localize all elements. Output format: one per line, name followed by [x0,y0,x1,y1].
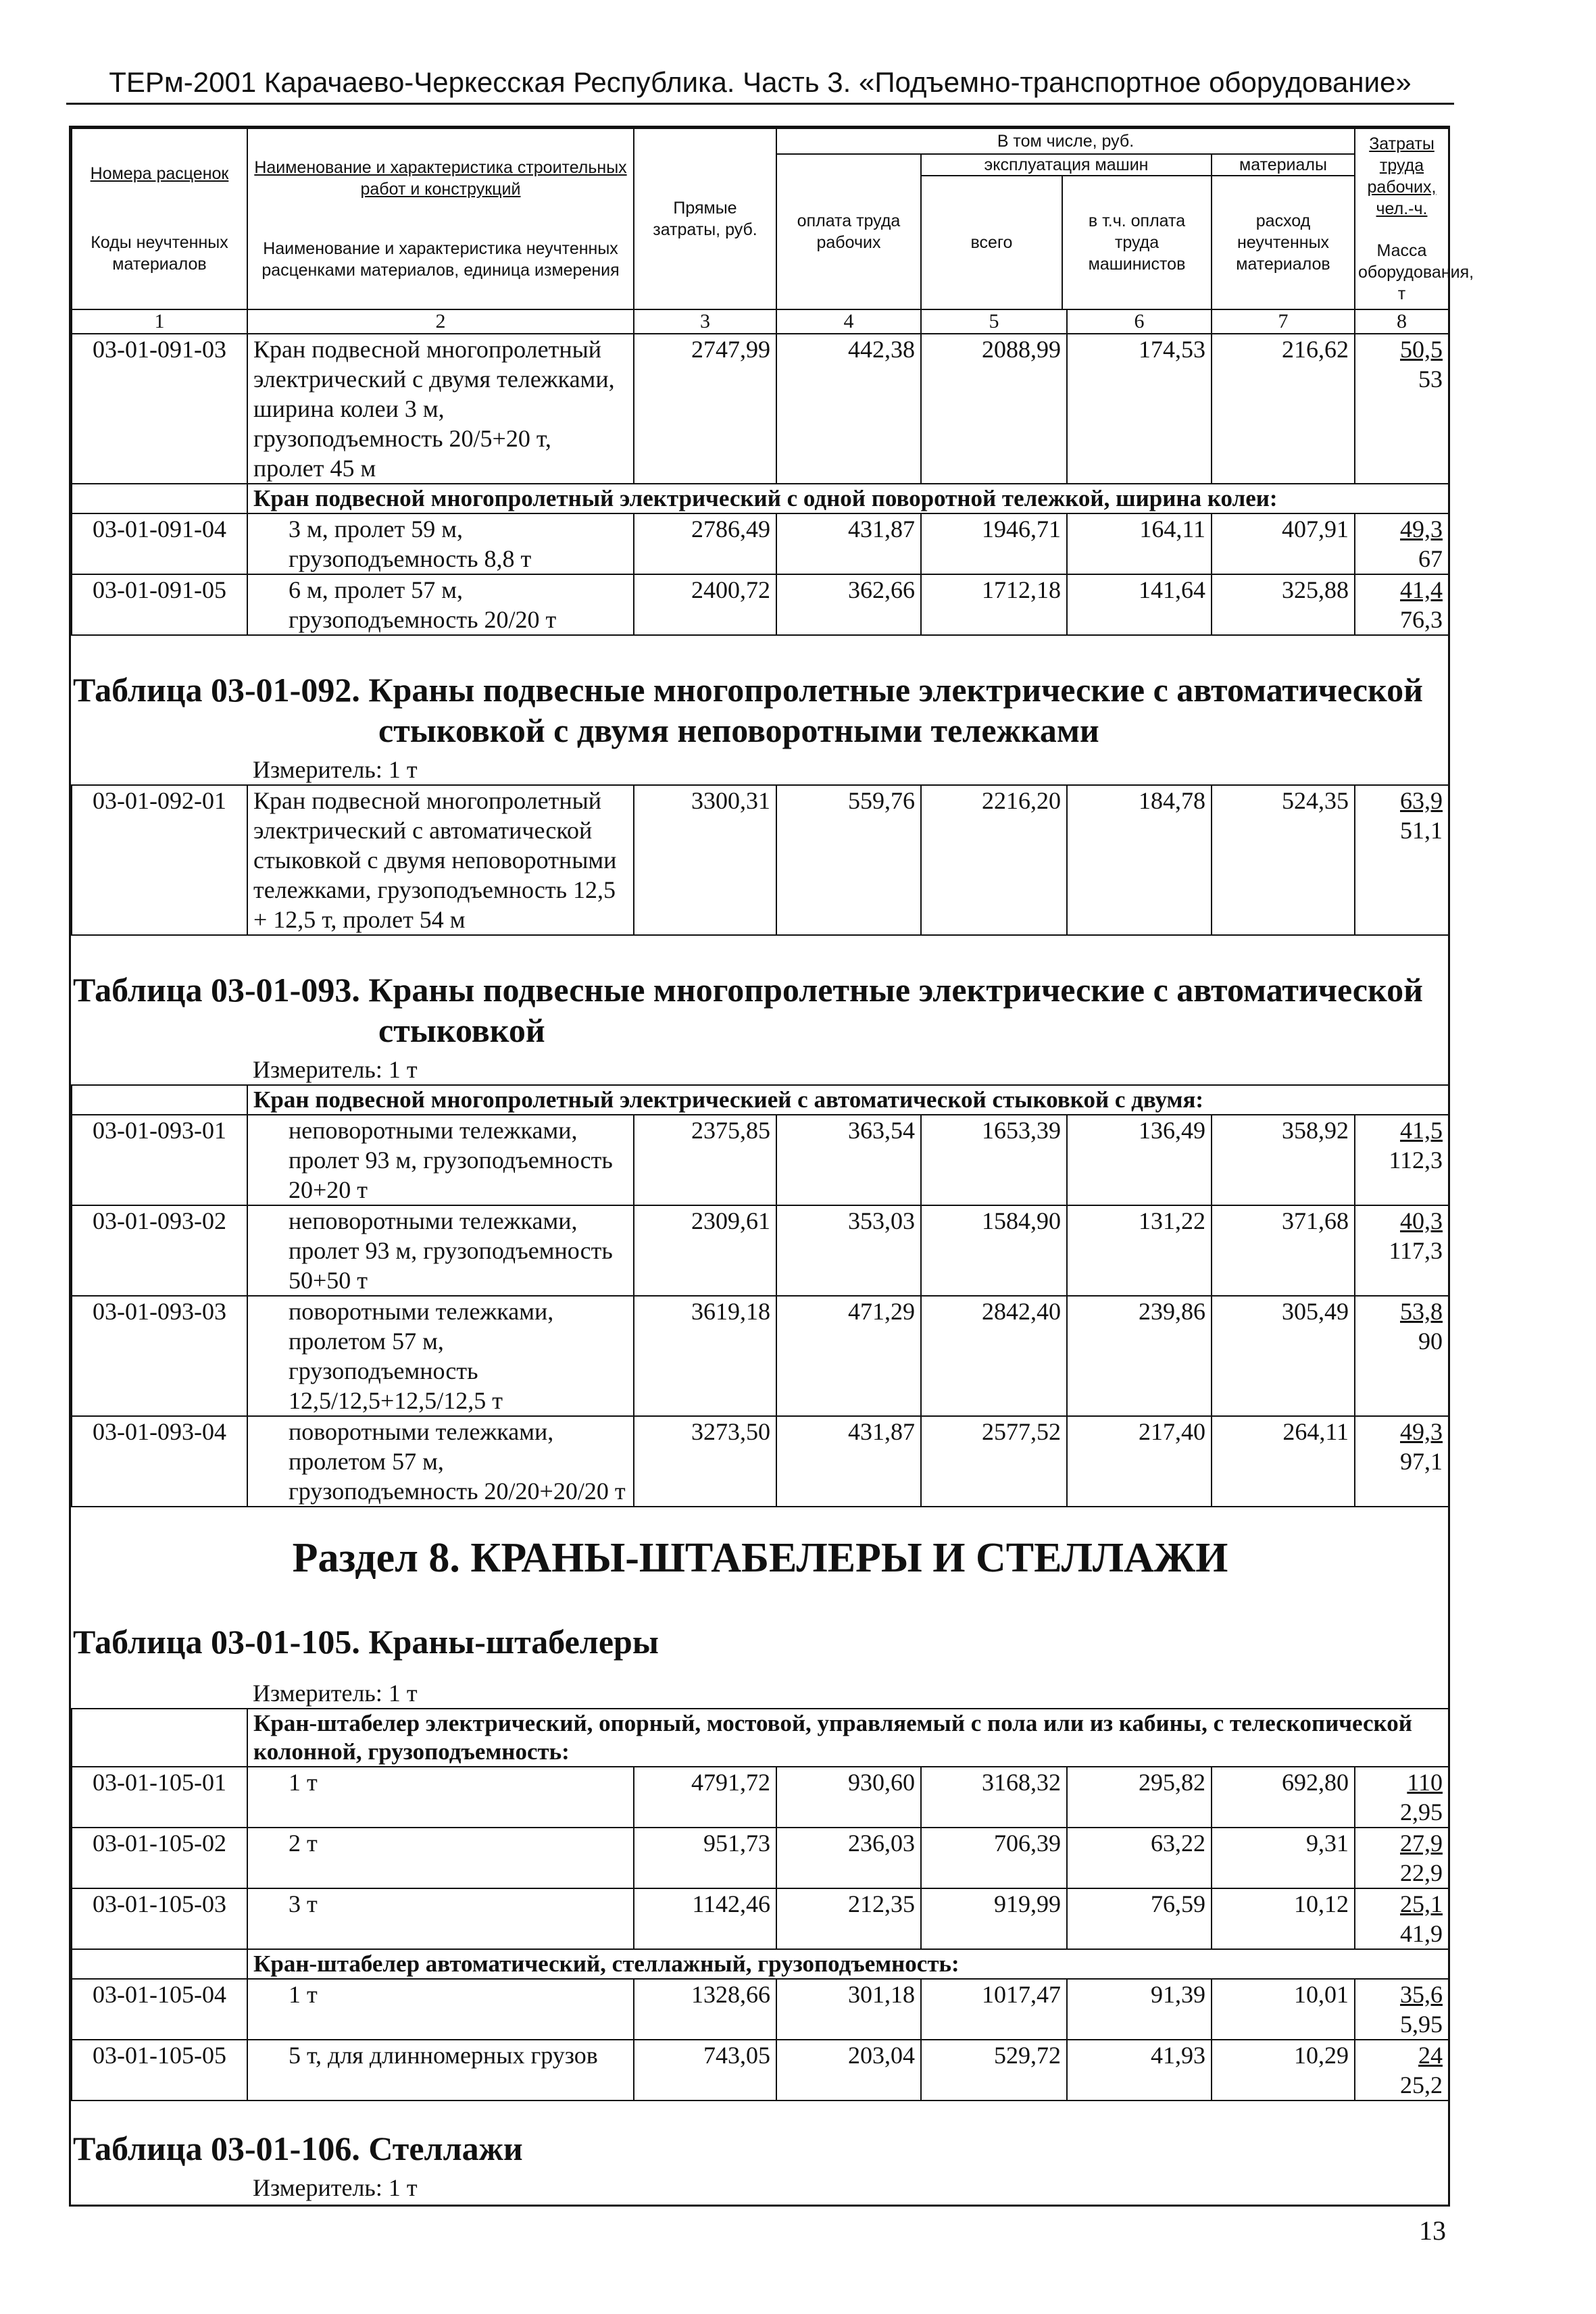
rate-name: неповоротными тележками, пролет 93 м, грузоподъемность 20+20 т [247,1115,634,1205]
machines-total: 1653,39 [921,1115,1067,1205]
rate-code: 03-01-093-01 [72,1115,247,1205]
col-number: 2 [247,309,634,334]
operators-pay: 76,59 [1067,1888,1212,1949]
operators-pay: 41,93 [1067,2040,1212,2101]
rate-name: 3 м, пролет 59 м, грузоподъемность 8,8 т [247,513,634,574]
table-row [72,1979,1449,2040]
table-row [72,1828,1449,1888]
labor-mass: 41,4 76,3 [1355,574,1449,635]
rate-code: 03-01-105-05 [72,2040,247,2101]
col-number: 5 [921,309,1067,334]
operators-pay: 295,82 [1067,1767,1212,1828]
labor-pay: 363,54 [776,1115,921,1205]
rate-code: 03-01-105-02 [72,1828,247,1888]
labor-pay: 442,38 [776,334,921,484]
col-number: 6 [1067,309,1212,334]
materials-cost: 10,29 [1212,2040,1355,2101]
direct-cost: 951,73 [634,1828,776,1888]
page-frame [69,126,1474,2207]
col-number: 7 [1212,309,1355,334]
page-number: 13 [1419,2215,1446,2246]
direct-cost: 2786,49 [634,513,776,574]
labor-mass: 49,3 67 [1355,513,1449,574]
operators-pay: 239,86 [1067,1296,1212,1416]
operators-pay: 184,78 [1067,785,1212,935]
labor-pay: 559,76 [776,785,921,935]
operators-pay: 174,53 [1067,334,1212,484]
labor-mass: 110 2,95 [1355,1767,1449,1828]
table-title-106: Таблица 03-01-106. Стеллажи [73,2130,523,2167]
header-rule [66,103,1454,105]
materials-header: материалы расход неучтенных материалов [1212,154,1355,309]
machines-total: 2216,20 [921,785,1067,935]
rate-name: 2 т [247,1828,634,1888]
table-row [72,1296,1449,1416]
direct-cost: 1142,46 [634,1888,776,1949]
col1-header: Номера расценок Коды неучтенных материалов [72,128,247,309]
measure-unit: Измеритель: 1 т [253,1056,418,1083]
labor-pay: 212,35 [776,1888,921,1949]
direct-cost: 2400,72 [634,574,776,635]
materials-cost: 371,68 [1212,1205,1355,1296]
rate-name: неповоротными тележками, пролет 93 м, грузоподъемность 50+50 т [247,1205,634,1296]
rate-name: поворотными тележками, пролетом 57 м, грузоподъемность 20/20+20/20 т [247,1416,634,1507]
table-row [72,785,1449,935]
labor-pay: 203,04 [776,2040,921,2101]
table-row [72,2040,1449,2101]
incl-header: В том числе, руб. [776,128,1355,154]
rate-code: 03-01-091-05 [72,574,247,635]
direct-cost: 1328,66 [634,1979,776,2040]
materials-cost: 524,35 [1212,785,1355,935]
labor-pay: 471,29 [776,1296,921,1416]
labor-pay: 930,60 [776,1767,921,1828]
direct-cost: 3273,50 [634,1416,776,1507]
table-row [72,574,1449,635]
rate-name: Кран подвесной многопролетный электрический с двумя тележками, ширина колеи 3 м, грузоподъемность 20/5+20 т, пролет 45 м [247,334,634,484]
col-number: 3 [634,309,776,334]
operators-pay: 217,40 [1067,1416,1212,1507]
col-number: 1 [72,309,247,334]
table-row [72,1767,1449,1828]
operators-pay: 91,39 [1067,1979,1212,2040]
materials-cost: 10,12 [1212,1888,1355,1949]
col-number: 8 [1355,309,1449,334]
machines-total: 2088,99 [921,334,1067,484]
direct-cost: 3300,31 [634,785,776,935]
materials-cost: 10,01 [1212,1979,1355,2040]
col6-header: в т.ч. оплата труда машинистов [1088,211,1186,274]
col8-header: Затраты труда рабочих, чел.-ч. Масса оборудования, т [1355,128,1449,309]
labor-mass: 27,9 22,9 [1355,1828,1449,1888]
rate-name: 5 т, для длинномерных грузов [247,2040,634,2101]
labor-mass: 41,5 112,3 [1355,1115,1449,1205]
measure-unit: Измеритель: 1 т [253,1680,418,1707]
measure-unit: Измеритель: 1 т [253,756,418,783]
group-heading: Кран подвесной многопролетный электрический с одной поворотной тележкой, ширина колеи: [247,484,1449,513]
rate-name: поворотными тележками, пролетом 57 м, грузоподъемность 12,5/12,5+12,5/12,5 т [247,1296,634,1416]
table-title-092: Таблица 03-01-092. Краны подвесные многопролетные электрические с автоматической стыковкой с двумя неповоротными тележками [73,671,1423,749]
col-number: 4 [776,309,921,334]
rate-name: 1 т [247,1979,634,2040]
col7-header: расход неучтенных материалов [1236,211,1330,274]
group-heading: Кран подвесной многопролетный электрическией с автоматической стыковкой с двумя: [247,1085,1449,1115]
labor-mass: 63,9 51,1 [1355,785,1449,935]
materials-cost: 305,49 [1212,1296,1355,1416]
rate-code: 03-01-105-03 [72,1888,247,1949]
operators-pay: 131,22 [1067,1205,1212,1296]
rate-name: Кран подвесной многопролетный электрический с автоматической стыковкой с двумя неповоротными тележками, грузоподъемность 12,5 + 12,5 т, пролет 54 м [247,785,634,935]
table-title-105: Таблица 03-01-105. Краны-штабелеры [73,1623,659,1661]
labor-pay: 301,18 [776,1979,921,2040]
table-row [72,334,1449,484]
labor-mass: 40,3 117,3 [1355,1205,1449,1296]
machines-total: 1584,90 [921,1205,1067,1296]
rate-code: 03-01-093-03 [72,1296,247,1416]
machines-total: 2577,52 [921,1416,1067,1507]
materials-cost: 358,92 [1212,1115,1355,1205]
materials-cost: 216,62 [1212,334,1355,484]
machines-total: 2842,40 [921,1296,1067,1416]
table-row [72,513,1449,574]
machines-total: 529,72 [921,2040,1067,2101]
rate-code: 03-01-093-02 [72,1205,247,1296]
rate-name: 1 т [247,1767,634,1828]
direct-cost: 4791,72 [634,1767,776,1828]
labor-pay: 362,66 [776,574,921,635]
measure-unit: Измеритель: 1 т [253,2174,418,2201]
table-row [72,1888,1449,1949]
labor-mass: 24 25,2 [1355,2040,1449,2101]
direct-cost: 3619,18 [634,1296,776,1416]
materials-cost: 9,31 [1212,1828,1355,1888]
direct-cost: 743,05 [634,2040,776,2101]
table-row [72,1416,1449,1507]
operators-pay: 164,11 [1067,513,1212,574]
operators-pay: 63,22 [1067,1828,1212,1888]
direct-cost: 2375,85 [634,1115,776,1205]
direct-cost: 2309,61 [634,1205,776,1296]
rate-name: 3 т [247,1888,634,1949]
labor-pay: 431,87 [776,513,921,574]
labor-pay: 353,03 [776,1205,921,1296]
group-heading: Кран-штабелер электрический, опорный, мостовой, управляемый с пола или из кабины, с телескопической колонной, грузоподъемность: [247,1709,1449,1767]
labor-pay: 236,03 [776,1828,921,1888]
direct-cost: 2747,99 [634,334,776,484]
rate-code: 03-01-105-01 [72,1767,247,1828]
machines-total: 3168,32 [921,1767,1067,1828]
table-row [72,1205,1449,1296]
table-row [72,1115,1449,1205]
rate-code: 03-01-105-04 [72,1979,247,2040]
machines-header: эксплуатация машин всего в т.ч. оплата труда машинистов [921,154,1212,309]
machines-total: 1017,47 [921,1979,1067,2040]
machines-total: 1712,18 [921,574,1067,635]
col3-header: Прямые затраты, руб. [634,128,776,309]
rate-name: 6 м, пролет 57 м, грузоподъемность 20/20 т [247,574,634,635]
running-header: ТЕРм-2001 Карачаево-Черкесская Республика. Часть 3. «Подъемно-транспортное оборудование» [109,66,1412,98]
materials-cost: 692,80 [1212,1767,1355,1828]
operators-pay: 136,49 [1067,1115,1212,1205]
rate-code: 03-01-091-04 [72,513,247,574]
materials-cost: 264,11 [1212,1416,1355,1507]
labor-mass: 35,6 5,95 [1355,1979,1449,2040]
labor-mass: 50,5 53 [1355,334,1449,484]
col4-header: оплата труда рабочих [776,154,921,309]
labor-mass: 53,8 90 [1355,1296,1449,1416]
labor-mass: 25,1 41,9 [1355,1888,1449,1949]
col2-header: Наименование и характеристика строительных работ и конструкций Наименование и характеристика неучтенных расценками материалов, единица измерения [247,128,634,309]
rate-code: 03-01-091-03 [72,334,247,484]
rate-code: 03-01-092-01 [72,785,247,935]
rate-code: 03-01-093-04 [72,1416,247,1507]
machines-total: 919,99 [921,1888,1067,1949]
section-heading: Раздел 8. КРАНЫ-ШТАБЕЛЕРЫ И СТЕЛЛАЖИ [292,1535,1228,1581]
materials-cost: 325,88 [1212,574,1355,635]
labor-pay: 431,87 [776,1416,921,1507]
col5-header: всего [922,176,1063,309]
operators-pay: 141,64 [1067,574,1212,635]
table-title-093: Таблица 03-01-093. Краны подвесные многопролетные электрические с автоматической стыковкой [73,971,1423,1049]
machines-total: 706,39 [921,1828,1067,1888]
rates-table [71,128,1474,2203]
machines-total: 1946,71 [921,513,1067,574]
labor-mass: 49,3 97,1 [1355,1416,1449,1507]
materials-cost: 407,91 [1212,513,1355,574]
group-heading: Кран-штабелер автоматический, стеллажный, грузоподъемность: [247,1949,1449,1979]
